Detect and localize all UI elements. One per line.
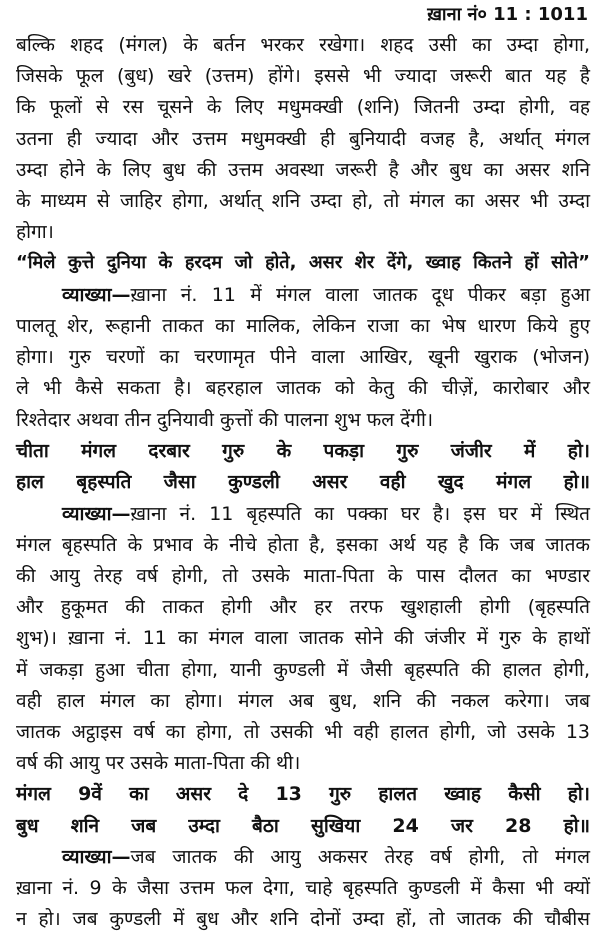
text-line: ले भी कैसे सकता है। बहरहाल जातक को केतु की चीज़ें, कारोबार और <box>16 377 590 399</box>
text-span: ख़ाना नं. 11 बृहस्पति का पक्का घर है। इस घर में स्थित <box>130 503 590 525</box>
text-line: कि फूलों से रस चूसने के लिए मधुमक्खी (शनि) जितनी उम्दा होगी, वह <box>16 96 590 118</box>
explanation-first-line <box>62 500 590 528</box>
explanation-first-line <box>62 843 590 871</box>
text-line: होगा। गुरु चरणों का चरणामृत पीने वाला आखिर, खूनी खुराक (भोजन) <box>16 346 590 368</box>
text-line: में जकड़ा हुआ चीता होगा, यानी कुण्डली में जैसी बृहस्पति की हालत होगी, <box>16 659 590 681</box>
explanation-first-line <box>62 281 590 309</box>
text-line: शुभ)। ख़ाना नं. 11 का मंगल वाला जातक सोने की जंजीर में गुरु के हाथों <box>16 627 590 649</box>
vyakhya-label: व्याख्या— <box>62 503 131 525</box>
text-span: जब जातक की आयु अकसर तेरह वर्ष होगी, तो मंगल <box>130 846 590 868</box>
text-line: जिसके फूल (बुध) खरे (उत्तम) होंगे। इससे भी ज्यादा जरूरी बात यह है <box>16 65 590 87</box>
text-line: उम्दा होने के लिए बुध की उत्तम अवस्था जरूरी है और बुध का असर शनि <box>16 159 590 181</box>
text-span: ख़ाना नं. 11 में मंगल वाला जातक दूध पीकर बड़ा हुआ <box>130 284 590 306</box>
text-line: के माध्यम से जाहिर होगा, अर्थात् शनि उम्दा हो, तो मंगल का असर भी उम्दा <box>16 190 590 212</box>
vyakhya-label: व्याख्या— <box>62 284 131 306</box>
verse-line: हाल बृहस्पति जैसा कुण्डली असर वही खुद मंगल हो॥ <box>16 471 590 493</box>
verse-line: चीता मंगल दरबार गुरु के पकड़ा गुरु जंजीर में हो। <box>16 440 590 462</box>
text-line: होगा। <box>16 221 54 243</box>
text-line: और हुकूमत की ताकत होगी और हर तरफ खुशहाली होगी (बृहस्पति <box>16 596 590 618</box>
text-line: रिश्तेदार अथवा तीन दुनियावी कुत्तों की पालना शुभ फल देंगी। <box>16 409 434 431</box>
verse-line: मंगल 9वें का असर दे 13 गुरु हालत ख्वाह कैसी हो। <box>16 783 590 805</box>
text-line: पालतू शेर, रूहानी ताकत का मालिक, लेकिन राजा का भेष धारण किये हुए <box>16 315 590 337</box>
text-line: बल्कि शहद (मंगल) के बर्तन भरकर रखेगा। शहद उसी का उम्दा होगा, <box>16 34 590 56</box>
text-line: ख़ाना नं. 9 के जैसा उत्तम फल देगा, चाहे बृहस्पति कुण्डली में कैसा भी क्यों <box>16 877 590 899</box>
text-line: वही हाल मंगल का होगा। मंगल अब बुध, शनि की नकल करेगा। जब <box>16 690 590 712</box>
text-line: वर्ष की आयु पर उसके माता-पिता की थी। <box>16 752 301 774</box>
vyakhya-label: व्याख्या— <box>62 846 131 868</box>
text-line: जातक अट्ठाइस वर्ष का होगा, तो उसकी भी वही हालत होगी, जो उसके 13 <box>16 721 590 743</box>
page-header: ख़ाना नं० 11 : 1011 <box>427 4 588 25</box>
text-line: उतना ही ज्यादा और उत्तम मधुमक्खी ही बुनियादी वजह है, अर्थात् मंगल <box>16 128 590 150</box>
text-line: मंगल बृहस्पति के प्रभाव के नीचे होता है, इसका अर्थ यह है कि जब जातक <box>16 534 590 556</box>
verse-line: बुध शनि जब उम्दा बैठा सुखिया 24 जर 28 हो॥ <box>16 815 590 837</box>
quote-line: “मिले कुत्ते दुनिया के हरदम जो होते, असर शेर देंगे, ख्वाह कितने हों सोते” <box>16 252 590 273</box>
text-line: न हो। जब कुण्डली में बुध और शनि दोनों उम्दा हों, तो जातक की चौबीस <box>16 908 590 930</box>
text-line: की आयु तेरह वर्ष होगी, तो उसके माता-पिता के पास दौलत का भण्डार <box>16 565 590 587</box>
